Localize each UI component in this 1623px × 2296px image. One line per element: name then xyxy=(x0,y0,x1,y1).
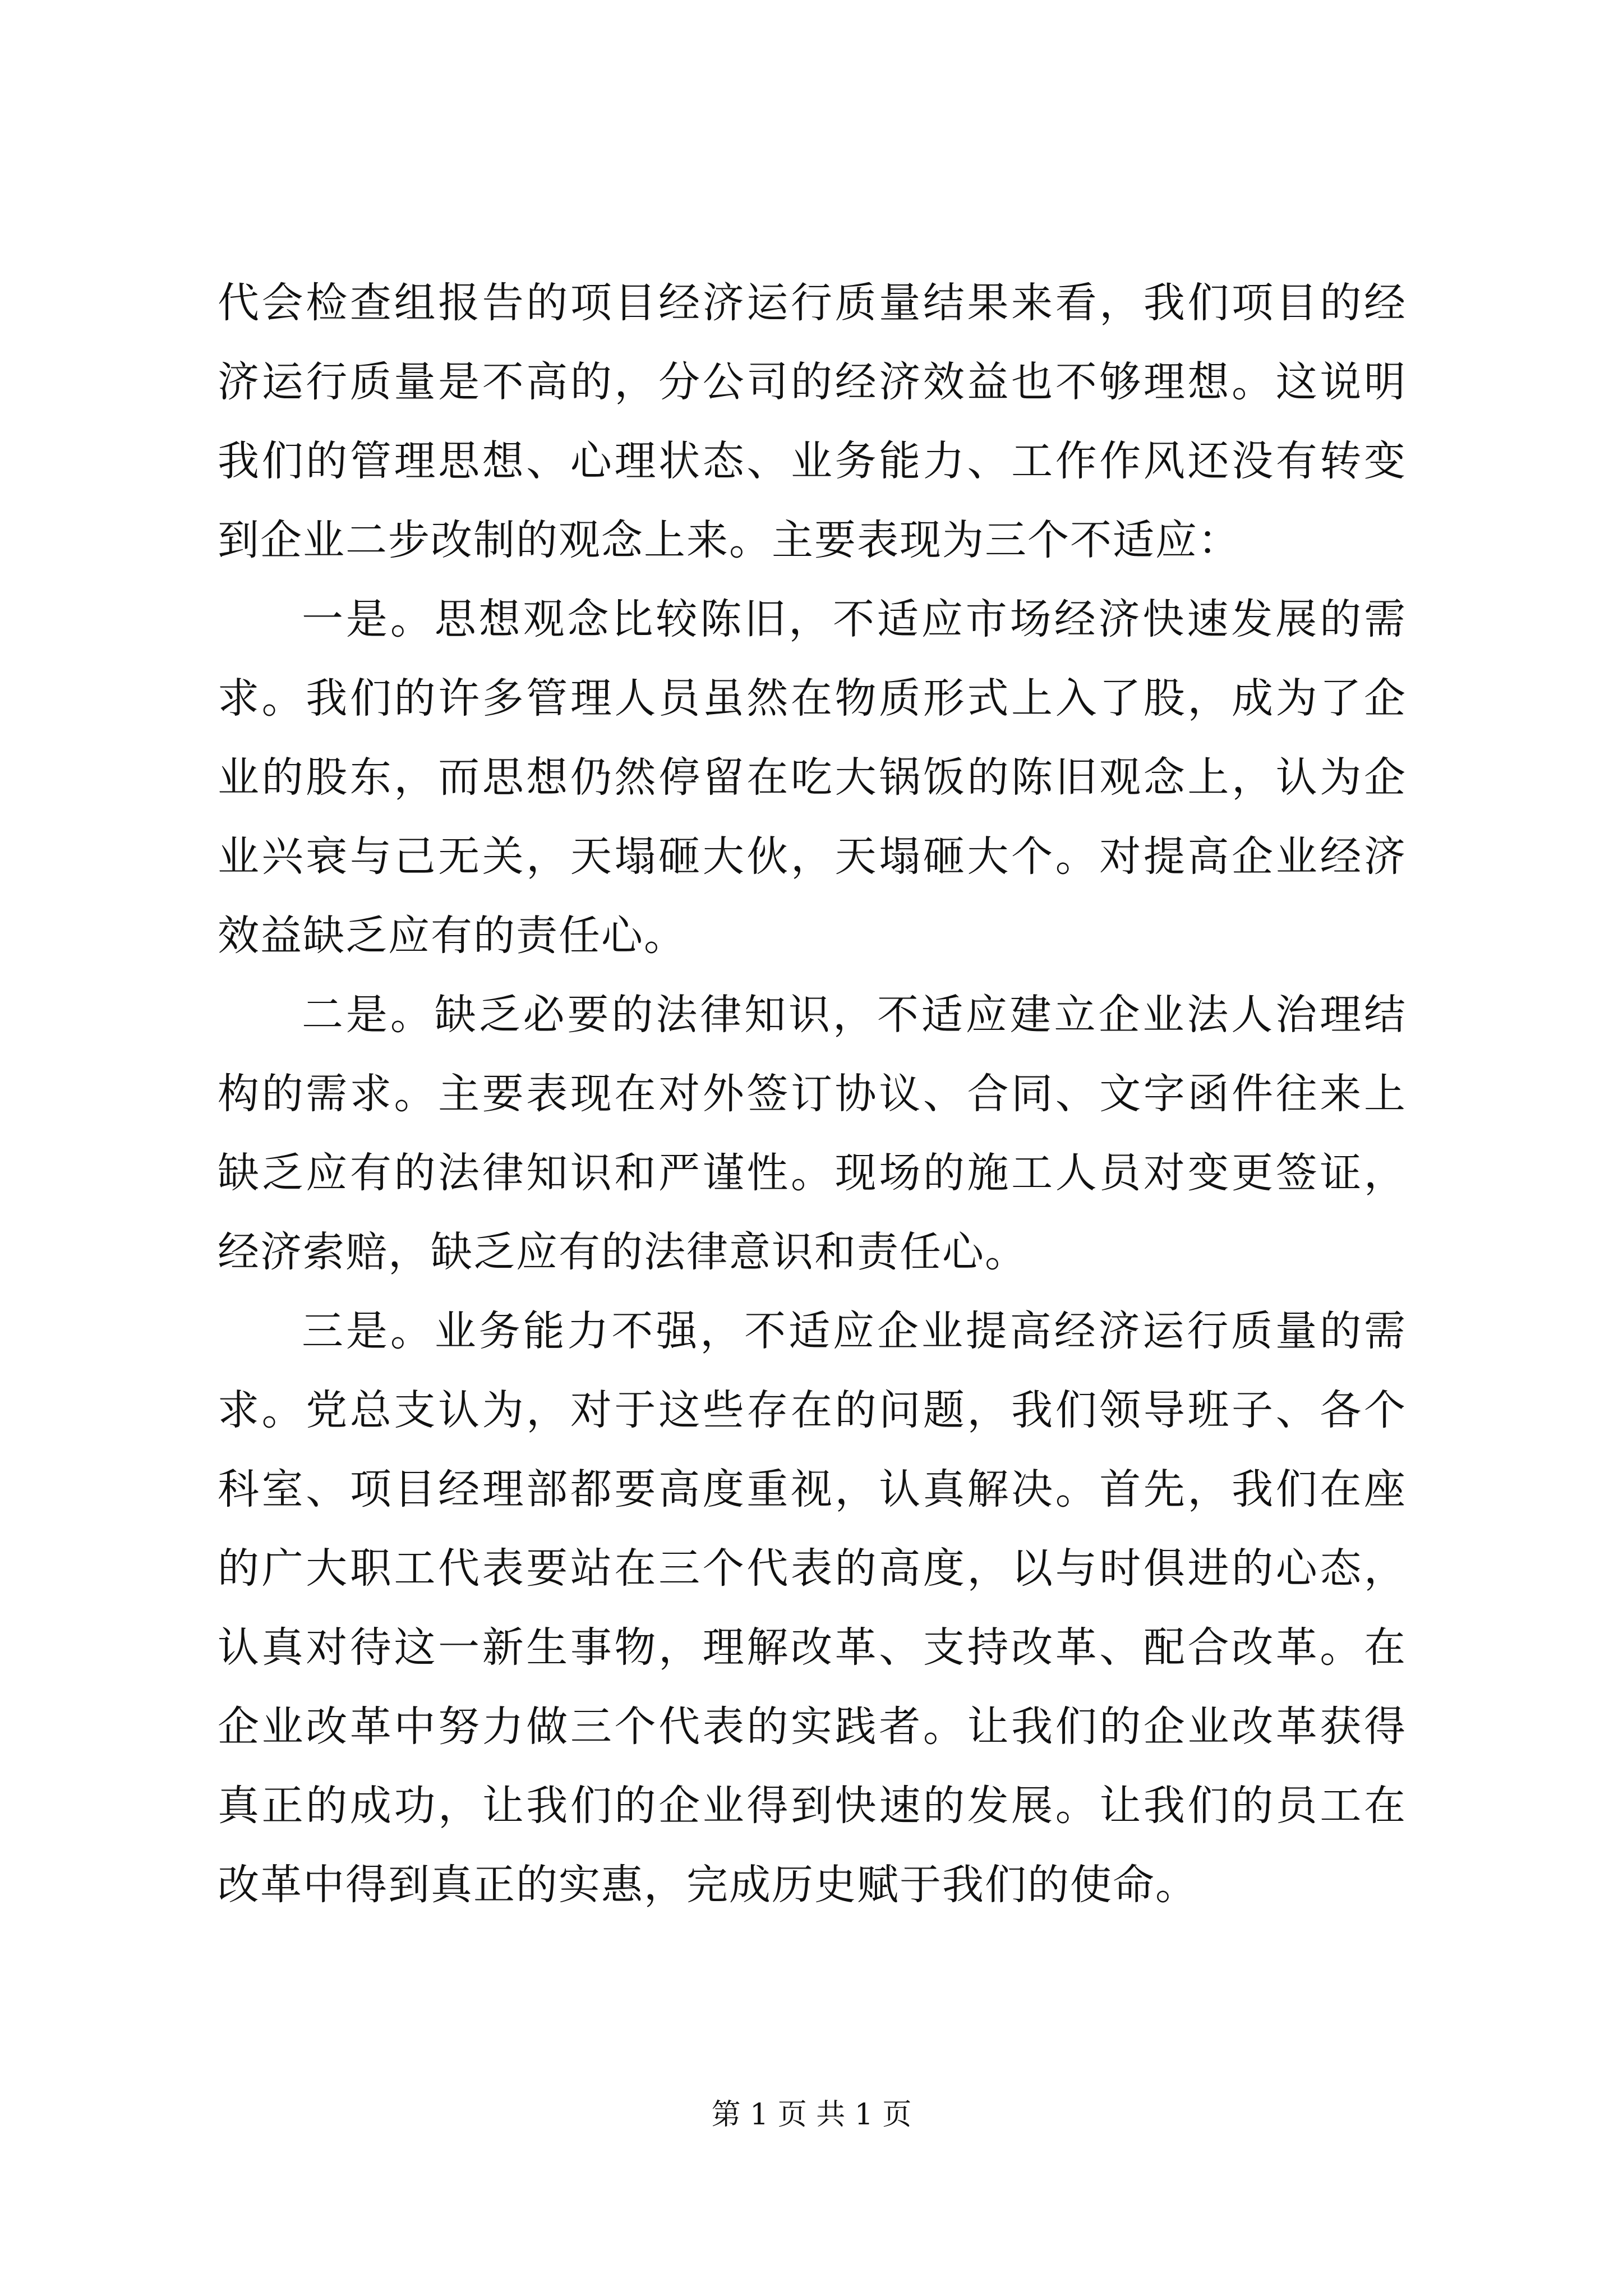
document-body xyxy=(218,264,1407,1925)
paragraph-intro: 代会检查组报告的项目经济运行质量结果来看，我们项目的经济运行质量是不高的，分公司的经济效益也不够理想。这说明我们的管理思想、心理状态、业务能力、工作作风还没有转变到企业二步改制的观念上来。主要表现为三个不适应： xyxy=(218,279,1407,564)
page-number-footer: 第 1 页 共 1 页 xyxy=(711,2098,912,2132)
paragraph-point-one: 一是。思想观念比较陈旧，不适应市场经济快速发展的需求。我们的许多管理人员虽然在物质形式上入了股，成为了企业的股东，而思想仍然停留在吃大锅饭的陈旧观念上，认为企业兴衰与己无关，天塌砸大伙，天塌砸大个。对提高企业经济效益缺乏应有的责任心。 xyxy=(218,595,1407,960)
paragraph-point-two: 二是。缺乏必要的法律知识，不适应建立企业法人治理结构的需求。主要表现在对外签订协议、合同、文字函件往来上缺乏应有的法律知识和严谨性。现场的施工人员对变更签证，经济索赔，缺乏应有的法律意识和责任心。 xyxy=(218,991,1407,1276)
paragraph-point-three: 三是。业务能力不强，不适应企业提高经济运行质量的需求。党总支认为，对于这些存在的问题，我们领导班子、各个科室、项目经理部都要高度重视，认真解决。首先，我们在座的广大职工代表要站在三个代表的高度，以与时俱进的心态，认真对待这一新生事物，理解改革、支持改革、配合改革。在企业改革中努力做三个代表的实践者。让我们的企业改革获得真正的成功，让我们的企业得到快速的发展。让我们的员工在改革中得到真正的实惠，完成历史赋于我们的使命。 xyxy=(218,1307,1407,1909)
